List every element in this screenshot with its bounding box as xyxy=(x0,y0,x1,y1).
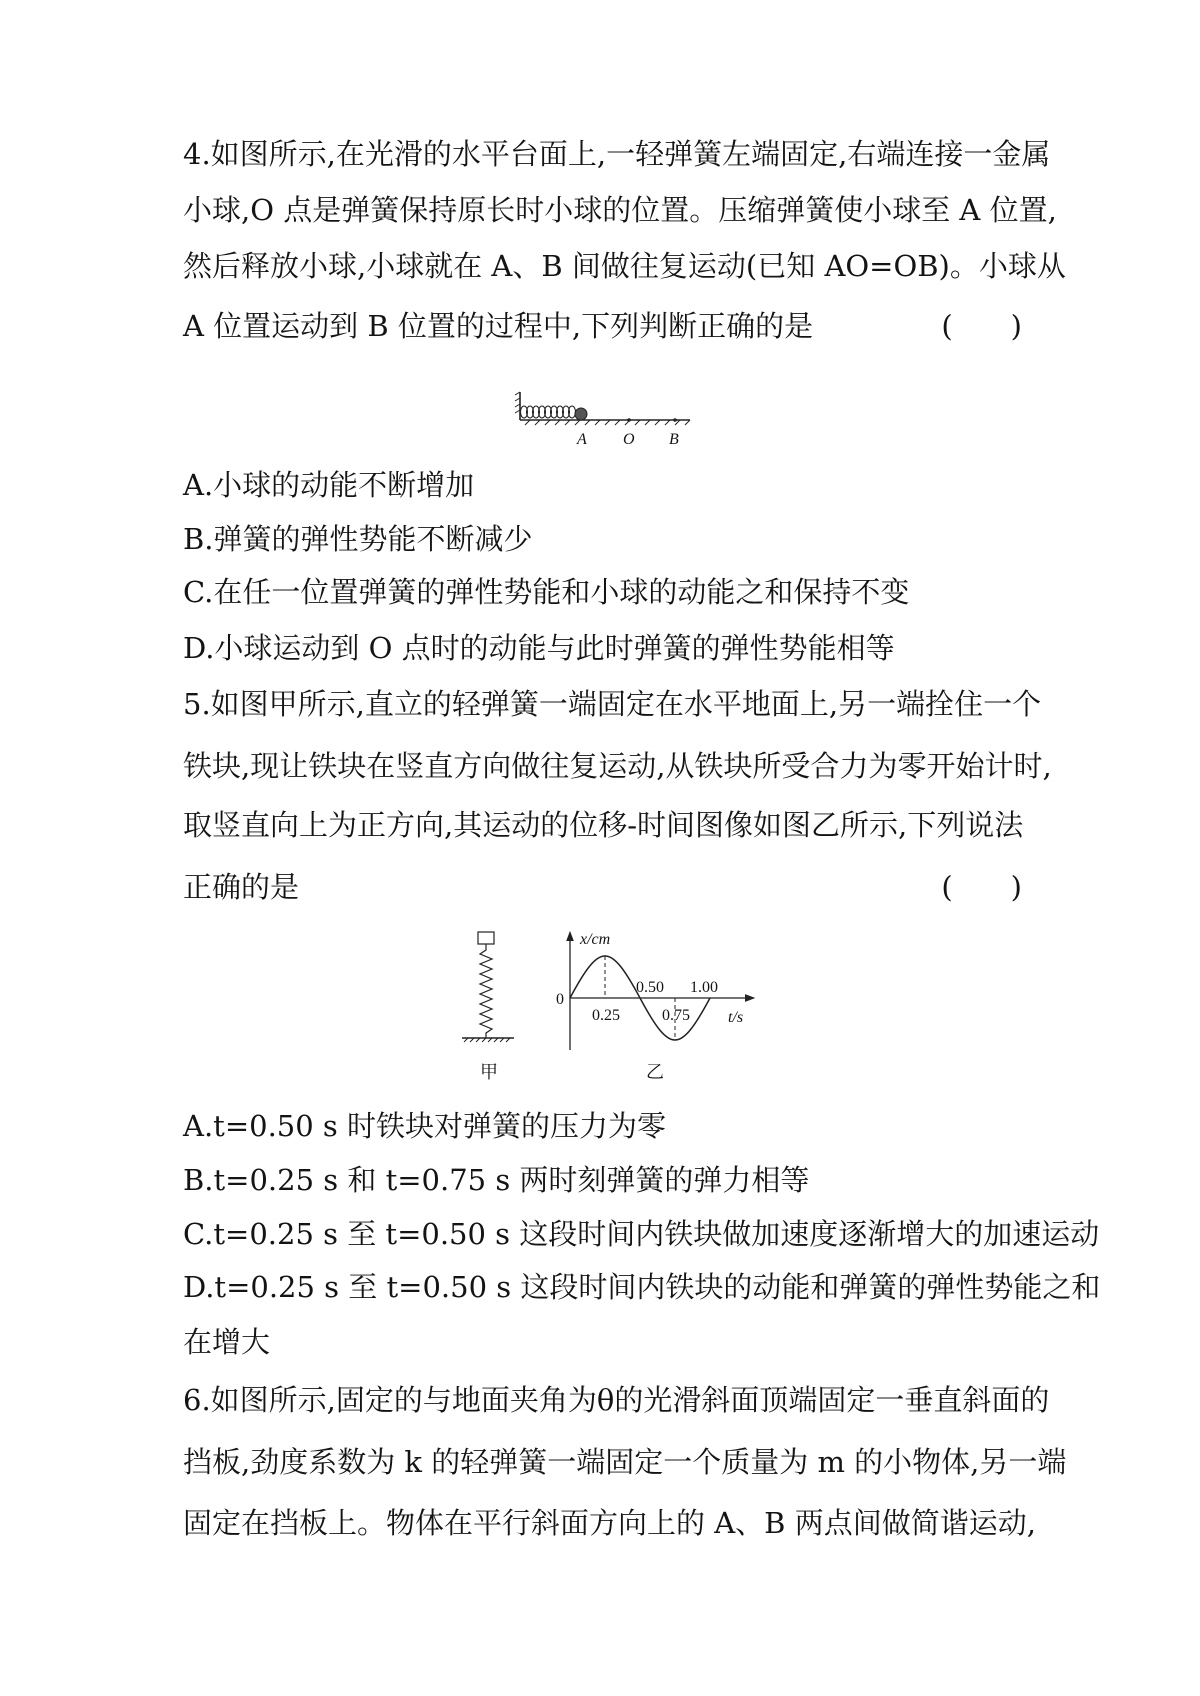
q5-tick-075: 0.75 xyxy=(662,1007,690,1024)
q4-ball xyxy=(575,408,587,420)
q5-x-label: t/s xyxy=(728,1009,744,1026)
q4-wall xyxy=(515,392,520,420)
q5-tick-100: 1.00 xyxy=(690,979,718,996)
q4-line-2: 小球,O 点是弹簧保持原长时小球的位置。压缩弹簧使小球至 A 位置, xyxy=(183,193,1057,227)
q6-line-2: 挡板,劲度系数为 k 的轻弹簧一端固定一个质量为 m 的小物体,另一端 xyxy=(183,1445,1067,1479)
q4-line-3: 然后释放小球,小球就在 A、B 间做往复运动(已知 AO=OB)。小球从 xyxy=(183,249,1066,283)
q4-point-b xyxy=(673,418,677,422)
q4-spring-figure xyxy=(515,392,695,452)
q5-option-c: C.t=0.25 s 至 t=0.50 s 这段时间内铁块做加速度逐渐增大的加速运动 xyxy=(183,1217,1100,1251)
q5-caption-yi: 乙 xyxy=(646,1062,664,1082)
q5-vertical-spring xyxy=(480,944,492,1038)
q4-label-b: B xyxy=(669,431,679,448)
q5-line-4: 正确的是 xyxy=(183,870,300,904)
q5-line-3: 取竖直向上为正方向,其运动的位移-时间图像如图乙所示,下列说法 xyxy=(183,808,1024,842)
q4-label-a: A xyxy=(577,431,587,448)
q5-origin-label: 0 xyxy=(556,991,564,1008)
q4-option-c: C.在任一位置弹簧的弹性势能和小球的动能之和保持不变 xyxy=(183,575,910,609)
q5-figure-yi xyxy=(550,930,760,1090)
q4-answer-paren: ( ) xyxy=(941,309,1022,343)
q6-line-3: 固定在挡板上。物体在平行斜面方向上的 A、B 两点间做简谐运动, xyxy=(183,1506,1036,1540)
q5-tick-025: 0.25 xyxy=(592,1007,620,1024)
q5-option-d-line-1: D.t=0.25 s 至 t=0.50 s 这段时间内铁块的动能和弹簧的弹性势能之和 xyxy=(183,1270,1101,1304)
q5-line-2: 铁块,现让铁块在竖直方向做往复运动,从铁块所受合力为零开始计时, xyxy=(183,749,1052,783)
q5-option-d-line-2: 在增大 xyxy=(183,1325,271,1359)
q5-ground xyxy=(462,1038,514,1042)
q4-option-b: B.弹簧的弹性势能不断减少 xyxy=(183,522,533,556)
q4-line-4: A 位置运动到 B 位置的过程中,下列判断正确的是 xyxy=(183,309,814,343)
q4-label-o: O xyxy=(623,431,635,448)
q4-point-o xyxy=(627,418,631,422)
q5-option-b: B.t=0.25 s 和 t=0.75 s 两时刻弹簧的弹力相等 xyxy=(183,1163,810,1197)
q6-line-1: 6.如图所示,固定的与地面夹角为θ的光滑斜面顶端固定一垂直斜面的 xyxy=(183,1383,1050,1417)
q5-iron-block xyxy=(478,932,494,944)
q4-line-1: 4.如图所示,在光滑的水平台面上,一轻弹簧左端固定,右端连接一金属 xyxy=(183,137,1051,171)
q4-spring xyxy=(521,406,576,418)
q4-option-d: D.小球运动到 O 点时的动能与此时弹簧的弹性势能相等 xyxy=(183,631,895,665)
q4-table xyxy=(520,420,690,425)
q5-y-label: x/cm xyxy=(580,931,611,948)
q5-caption-jia: 甲 xyxy=(480,1062,498,1082)
q5-option-a: A.t=0.50 s 时铁块对弹簧的压力为零 xyxy=(183,1109,667,1143)
q5-line-1: 5.如图甲所示,直立的轻弹簧一端固定在水平地面上,另一端拴住一个 xyxy=(183,687,1042,721)
q5-answer-paren: ( ) xyxy=(941,870,1022,904)
q5-tick-050: 0.50 xyxy=(636,979,664,996)
q4-option-a: A.小球的动能不断增加 xyxy=(183,468,475,502)
q5-figure-jia xyxy=(450,930,530,1090)
